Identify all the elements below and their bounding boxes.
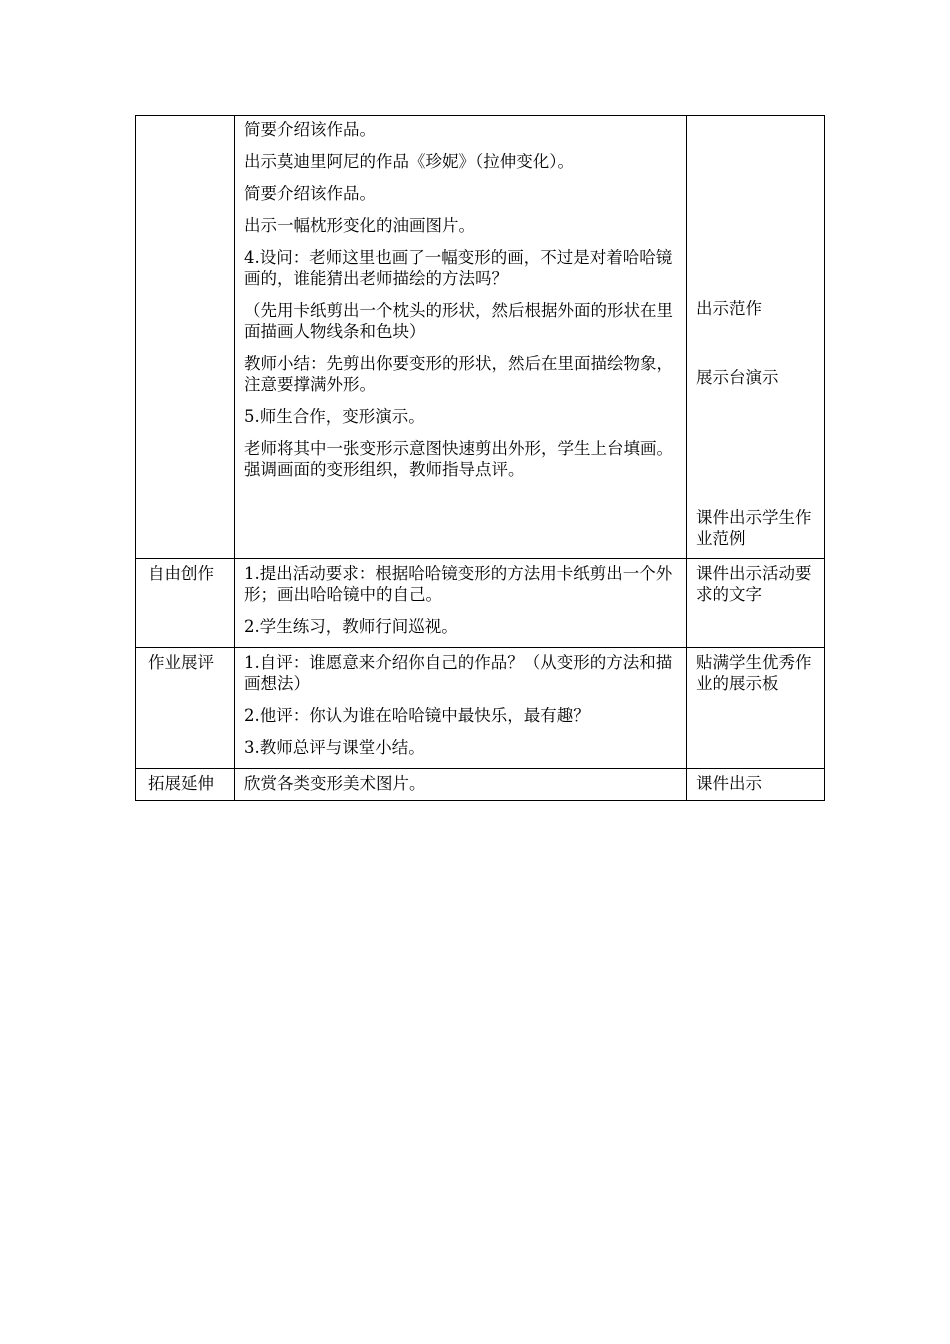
resource-cell <box>687 559 825 648</box>
lesson-plan-table <box>135 115 825 801</box>
content-cell <box>235 648 687 769</box>
content-paragraph: 欣赏各类变形美术图片。 <box>244 774 426 793</box>
stage-label: 作业展评 <box>148 653 214 672</box>
resource-cell <box>687 769 825 801</box>
content-paragraph: 5.师生合作，变形演示。 <box>244 407 425 426</box>
resource-text: 展示台演示 <box>696 368 779 387</box>
resource-cell <box>687 648 825 769</box>
content-paragraph: 简要介绍该作品。 <box>244 120 376 139</box>
resource-text: 出示范作 <box>696 299 762 318</box>
content-paragraph: 1.自评：谁愿意来介绍你自己的作品？（从变形的方法和描画想法） <box>244 653 673 693</box>
resource-text: 课件出示学生作业范例 <box>696 508 812 548</box>
content-cell <box>235 116 687 559</box>
content-paragraph: 1.提出活动要求：根据哈哈镜变形的方法用卡纸剪出一个外形；画出哈哈镜中的自己。 <box>244 564 673 604</box>
resource-cell <box>687 116 825 559</box>
stage-label: 拓展延伸 <box>148 774 214 793</box>
content-cell <box>235 769 687 801</box>
content-cell <box>235 559 687 648</box>
table-row <box>136 648 825 769</box>
content-paragraph: 简要介绍该作品。 <box>244 184 376 203</box>
content-paragraph: 2.他评：你认为谁在哈哈镜中最快乐，最有趣？ <box>244 706 590 725</box>
resource-text: 课件出示活动要求的文字 <box>696 564 812 604</box>
table-row <box>136 559 825 648</box>
stage-cell <box>136 116 235 559</box>
content-paragraph: 出示一幅枕形变化的油画图片。 <box>244 216 475 235</box>
content-paragraph: 3.教师总评与课堂小结。 <box>244 738 425 757</box>
content-paragraph: 老师将其中一张变形示意图快速剪出外形，学生上台填画。强调画面的变形组织，教师指导点评。 <box>244 439 673 479</box>
stage-cell <box>136 769 235 801</box>
content-paragraph: 教师小结：先剪出你要变形的形状，然后在里面描绘物象，注意要撑满外形。 <box>244 354 673 394</box>
stage-cell <box>136 559 235 648</box>
content-paragraph: 出示莫迪里阿尼的作品《珍妮》（拉伸变化）。 <box>244 152 574 171</box>
content-paragraph: （先用卡纸剪出一个枕头的形状，然后根据外面的形状在里面描画人物线条和色块） <box>244 301 673 341</box>
stage-cell <box>136 648 235 769</box>
table-row <box>136 116 825 559</box>
resource-text: 课件出示 <box>696 774 762 793</box>
resource-text: 贴满学生优秀作业的展示板 <box>696 653 812 693</box>
table-row <box>136 769 825 801</box>
content-paragraph: 4.设问：老师这里也画了一幅变形的画，不过是对着哈哈镜画的，谁能猜出老师描绘的方法吗？ <box>244 248 673 288</box>
stage-label: 自由创作 <box>148 564 214 583</box>
content-paragraph: 2.学生练习，教师行间巡视。 <box>244 617 458 636</box>
